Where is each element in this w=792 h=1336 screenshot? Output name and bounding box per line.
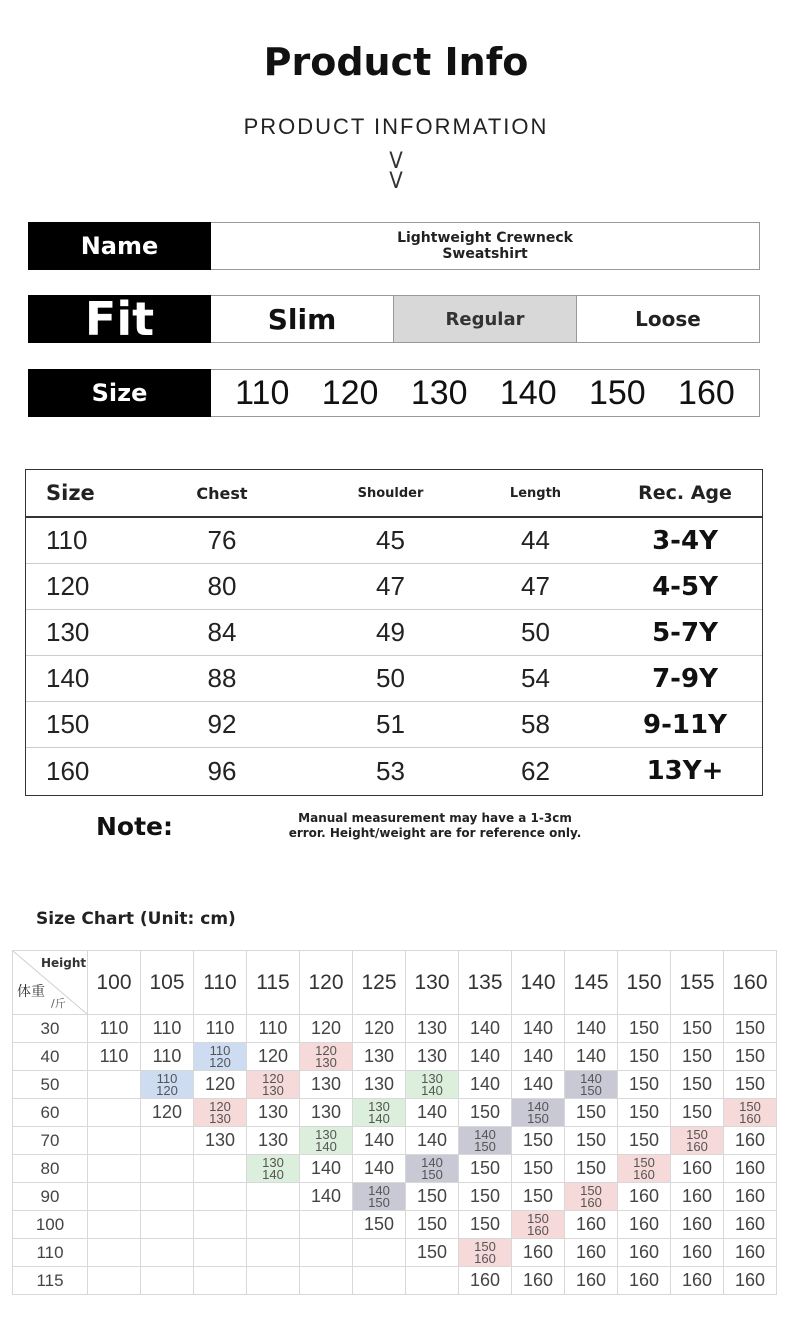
size-option: 130: [410, 373, 468, 412]
size-chart-cell: 160: [724, 1127, 777, 1155]
size-chart-cell: 140: [300, 1183, 353, 1211]
corner-height-label: Height: [41, 956, 87, 970]
size-chart-cell: 120 130: [300, 1043, 353, 1071]
size-chart-cell: [141, 1127, 194, 1155]
size-chart-cell: 150: [459, 1099, 512, 1127]
size-chart-cell: [88, 1239, 141, 1267]
size-chart-cell: 140: [512, 1015, 565, 1043]
size-chart-cell: 160: [724, 1239, 777, 1267]
size-chart-cell: [247, 1211, 300, 1239]
size-chart-cell: 140: [565, 1015, 618, 1043]
size-chart-cell: 150: [512, 1183, 565, 1211]
size-chart-cell: 140 150: [565, 1071, 618, 1099]
size-chart-cell: 150: [618, 1099, 671, 1127]
height-header-cell: 130: [406, 951, 459, 1015]
table-row: [26, 702, 762, 748]
size-chart-cell: 160: [512, 1267, 565, 1295]
row-shoulder: 45: [376, 525, 405, 555]
row-rec-age: 4-5Y: [652, 571, 718, 602]
size-chart-cell: 130: [300, 1099, 353, 1127]
size-chart-cell: 150: [724, 1015, 777, 1043]
chevron-glyph: V: [389, 149, 403, 174]
size-list: [211, 370, 759, 416]
row-rec-age: 3-4Y: [652, 525, 718, 556]
row-shoulder: 47: [376, 571, 405, 601]
table-row: [26, 748, 762, 794]
corner-unit-label: /斤: [51, 997, 66, 1010]
height-header-cell: 120: [300, 951, 353, 1015]
size-chart-cell: 110: [88, 1043, 141, 1071]
size-chart-row: [13, 1211, 777, 1239]
size-chart-cell: 140: [512, 1071, 565, 1099]
size-chart-cell: 160: [671, 1183, 724, 1211]
name-label: Name: [28, 222, 211, 270]
note-text: Manual measurement may have a 1-3cm error. Height/weight are for reference only.: [288, 811, 582, 840]
chevron-down-icon: [0, 149, 792, 194]
row-chest: 84: [207, 617, 237, 647]
size-chart-cell: 140: [300, 1155, 353, 1183]
product-name: Lightweight Crewneck Sweatshirt: [397, 230, 573, 262]
size-chart-cell: 150: [512, 1155, 565, 1183]
measurement-header: [26, 470, 762, 518]
row-length: 62: [521, 755, 550, 786]
size-chart-cell: 150 160: [724, 1099, 777, 1127]
size-chart-cell: 140 150: [459, 1127, 512, 1155]
size-chart-cell: 150: [565, 1099, 618, 1127]
size-chart-cell: 150 160: [459, 1239, 512, 1267]
size-chart-cell: 160: [724, 1267, 777, 1295]
size-chart-cell: 150: [724, 1071, 777, 1099]
height-header-cell: 150: [618, 951, 671, 1015]
size-chart-cell: 150 160: [565, 1183, 618, 1211]
size-chart-cell: [141, 1239, 194, 1267]
size-chart-cell: 150: [353, 1211, 406, 1239]
height-header-cell: 105: [141, 951, 194, 1015]
size-chart-cell: [88, 1267, 141, 1295]
size-chart-cell: 140: [406, 1127, 459, 1155]
size-chart-cell: 110: [88, 1015, 141, 1043]
size-chart-cell: 160: [724, 1155, 777, 1183]
height-header-cell: 115: [247, 951, 300, 1015]
size-chart-cell: [300, 1267, 353, 1295]
size-chart-cell: [247, 1267, 300, 1295]
header-rec-age: Rec. Age: [638, 482, 732, 504]
size-chart-cell: [194, 1155, 247, 1183]
size-chart-row: [13, 1239, 777, 1267]
weight-cell: 110: [13, 1239, 88, 1267]
row-shoulder: 53: [376, 755, 405, 786]
size-chart-cell: 150: [618, 1127, 671, 1155]
size-chart-cell: 130 140: [406, 1071, 459, 1099]
size-chart-cell: [353, 1267, 406, 1295]
row-chest: 80: [207, 571, 237, 601]
size-chart-cell: 120: [247, 1043, 300, 1071]
size-chart-cell: [88, 1127, 141, 1155]
size-chart-cell: 130: [247, 1127, 300, 1155]
size-chart-cell: 150: [459, 1183, 512, 1211]
size-chart-cell: 150 160: [512, 1211, 565, 1239]
table-row: [26, 564, 762, 610]
size-chart-cell: [88, 1155, 141, 1183]
size-chart-cell: 150: [406, 1183, 459, 1211]
weight-cell: 115: [13, 1267, 88, 1295]
size-chart-cell: 150: [618, 1071, 671, 1099]
size-chart-cell: 150: [671, 1071, 724, 1099]
size-chart-cell: 140 150: [512, 1099, 565, 1127]
size-chart-cell: 110: [141, 1043, 194, 1071]
size-chart-cell: [300, 1239, 353, 1267]
size-chart-cell: 150 160: [671, 1127, 724, 1155]
size-chart-cell: 160: [512, 1239, 565, 1267]
size-chart-cell: 140: [459, 1071, 512, 1099]
row-length: 50: [521, 617, 550, 647]
size-chart-row: [13, 1155, 777, 1183]
size-chart-cell: [353, 1239, 406, 1267]
height-header-cell: 135: [459, 951, 512, 1015]
corner-weight-label: 体重: [17, 984, 45, 1000]
row-rec-age: 7-9Y: [652, 663, 718, 694]
weight-cell: 90: [13, 1183, 88, 1211]
size-chart-cell: 130 140: [300, 1127, 353, 1155]
size-chart-cell: 130: [353, 1071, 406, 1099]
size-chart-cell: 120 130: [247, 1071, 300, 1099]
fit-label: Fit: [28, 295, 211, 343]
height-header-cell: 110: [194, 951, 247, 1015]
size-label: Size: [28, 369, 211, 417]
size-chart-cell: [194, 1211, 247, 1239]
size-chart-row: [13, 1099, 777, 1127]
size-chart-cell: 130: [406, 1015, 459, 1043]
size-chart-cell: 160: [671, 1211, 724, 1239]
size-chart-row: [13, 1267, 777, 1295]
row-length: 58: [521, 709, 550, 739]
page-subtitle: PRODUCT INFORMATION: [243, 114, 549, 139]
size-chart-cell: 150: [512, 1127, 565, 1155]
size-chart-cell: 150: [671, 1015, 724, 1043]
size-option: 110: [235, 373, 290, 412]
size-chart-cell: 150: [459, 1211, 512, 1239]
size-chart-cell: [247, 1183, 300, 1211]
height-header-cell: 140: [512, 951, 565, 1015]
weight-cell: 30: [13, 1015, 88, 1043]
size-chart-cell: 130: [406, 1043, 459, 1071]
size-chart-cell: 120: [141, 1099, 194, 1127]
size-chart-cell: 150: [671, 1099, 724, 1127]
size-chart-cell: [406, 1267, 459, 1295]
size-chart-cell: [247, 1239, 300, 1267]
weight-cell: 80: [13, 1155, 88, 1183]
page-title: Product Info: [263, 40, 529, 84]
size-chart-cell: 140: [512, 1043, 565, 1071]
row-rec-age: 9-11Y: [643, 709, 727, 740]
size-chart-cell: 160: [671, 1239, 724, 1267]
measurement-table: [25, 469, 763, 796]
size-chart-cell: 160: [724, 1183, 777, 1211]
row-length: 54: [521, 663, 550, 693]
size-chart-cell: 140 150: [353, 1183, 406, 1211]
fit-option-regular: Regular: [394, 296, 577, 342]
weight-cell: 70: [13, 1127, 88, 1155]
size-chart-cell: 160: [618, 1267, 671, 1295]
height-header-cell: 160: [724, 951, 777, 1015]
size-chart-cell: 150: [406, 1211, 459, 1239]
size-chart-cell: [141, 1211, 194, 1239]
size-chart-cell: 160: [565, 1239, 618, 1267]
height-header-cell: 100: [88, 951, 141, 1015]
size-chart-cell: 160: [671, 1155, 724, 1183]
size-chart-cell: 120: [353, 1015, 406, 1043]
row-shoulder: 51: [376, 709, 405, 739]
size-chart-cell: [300, 1211, 353, 1239]
size-chart-header-row: [13, 951, 777, 1015]
row-shoulder: 50: [376, 663, 405, 693]
size-chart-cell: 150: [724, 1043, 777, 1071]
size-option: 160: [678, 373, 735, 412]
size-chart-cell: [88, 1211, 141, 1239]
size-chart-cell: 120: [194, 1071, 247, 1099]
header-length: Length: [509, 485, 562, 501]
row-chest: 88: [207, 663, 237, 693]
size-chart-cell: 140: [353, 1155, 406, 1183]
size-chart-cell: 140 150: [406, 1155, 459, 1183]
name-row: [28, 222, 760, 270]
size-chart-cell: [141, 1183, 194, 1211]
size-chart-cell: 160: [459, 1267, 512, 1295]
size-chart-cell: [194, 1267, 247, 1295]
size-chart-cell: 140: [459, 1015, 512, 1043]
size-option: 120: [321, 373, 379, 412]
size-chart-cell: 150 160: [618, 1155, 671, 1183]
table-row: [26, 518, 762, 564]
size-chart-row: [13, 1071, 777, 1099]
size-chart-cell: 140: [565, 1043, 618, 1071]
row-size: 120: [46, 571, 90, 601]
size-chart-cell: 160: [618, 1239, 671, 1267]
weight-cell: 50: [13, 1071, 88, 1099]
size-chart-table: [12, 950, 777, 1295]
size-chart-cell: [194, 1183, 247, 1211]
row-chest: 76: [207, 525, 237, 555]
size-chart-cell: 160: [565, 1211, 618, 1239]
size-chart-row: [13, 1043, 777, 1071]
size-chart-cell: 140: [353, 1127, 406, 1155]
size-chart-row: [13, 1183, 777, 1211]
size-chart-row: [13, 1127, 777, 1155]
size-option: 140: [499, 373, 557, 412]
weight-cell: 40: [13, 1043, 88, 1071]
size-chart-cell: 130 140: [353, 1099, 406, 1127]
size-chart-cell: 120: [300, 1015, 353, 1043]
size-chart-cell: 110 120: [141, 1071, 194, 1099]
header-size: Size: [46, 481, 95, 505]
size-chart-cell: [88, 1071, 141, 1099]
size-option: 150: [588, 373, 646, 412]
size-chart-cell: 150: [565, 1127, 618, 1155]
size-chart-cell: 160: [565, 1267, 618, 1295]
row-length: 47: [521, 571, 550, 601]
weight-cell: 60: [13, 1099, 88, 1127]
size-chart-title: Size Chart (Unit: cm): [36, 909, 236, 929]
row-size: 110: [46, 525, 88, 555]
size-chart-cell: 130: [300, 1071, 353, 1099]
size-chart-cell: 160: [671, 1267, 724, 1295]
size-chart-cell: 130: [247, 1099, 300, 1127]
table-row: [26, 610, 762, 656]
fit-row: [28, 292, 760, 346]
header-shoulder: Shoulder: [357, 485, 424, 501]
height-header-cell: 155: [671, 951, 724, 1015]
row-size: 130: [46, 617, 90, 647]
size-chart-cell: 150: [565, 1155, 618, 1183]
row-size: 150: [46, 709, 90, 739]
size-chart-cell: [141, 1267, 194, 1295]
row-rec-age: 5-7Y: [652, 617, 718, 648]
size-chart-cell: 150: [618, 1043, 671, 1071]
size-chart-cell: 160: [724, 1211, 777, 1239]
fit-option-loose: Loose: [635, 307, 701, 331]
chevron-glyph: V: [389, 169, 403, 194]
size-chart-cell: 150: [459, 1155, 512, 1183]
size-chart-cell: 130: [353, 1043, 406, 1071]
height-header-cell: 145: [565, 951, 618, 1015]
size-chart-cell: 150: [671, 1043, 724, 1071]
row-length: 44: [521, 525, 550, 555]
size-chart-cell: 110 120: [194, 1043, 247, 1071]
size-chart-cell: 110: [194, 1015, 247, 1043]
size-chart-cell: 140: [459, 1043, 512, 1071]
size-chart-cell: 150: [618, 1015, 671, 1043]
size-chart-cell: 140: [406, 1099, 459, 1127]
header-chest: Chest: [196, 483, 248, 503]
row-size: 140: [46, 663, 90, 693]
size-chart-cell: [88, 1183, 141, 1211]
size-chart-cell: 110: [141, 1015, 194, 1043]
row-shoulder: 49: [376, 617, 405, 647]
row-chest: 96: [207, 755, 237, 786]
size-chart-cell: 110: [247, 1015, 300, 1043]
size-chart-cell: [194, 1239, 247, 1267]
note-label: Note:: [96, 812, 174, 841]
table-row: [26, 656, 762, 702]
row-chest: 92: [207, 709, 237, 739]
size-chart-cell: 130: [194, 1127, 247, 1155]
size-chart-corner: [13, 951, 88, 1015]
row-rec-age: 13Y+: [646, 756, 724, 786]
size-chart-row: [13, 1015, 777, 1043]
row-size: 160: [46, 755, 90, 786]
size-chart-cell: [141, 1155, 194, 1183]
size-chart-cell: [88, 1099, 141, 1127]
height-header-cell: 125: [353, 951, 406, 1015]
size-chart-cell: 150: [406, 1239, 459, 1267]
size-row: [28, 369, 760, 417]
size-chart-cell: 160: [618, 1183, 671, 1211]
size-chart-cell: 120 130: [194, 1099, 247, 1127]
fit-option-slim: Slim: [211, 296, 394, 342]
weight-cell: 100: [13, 1211, 88, 1239]
size-chart-cell: 130 140: [247, 1155, 300, 1183]
size-chart-cell: 160: [618, 1211, 671, 1239]
